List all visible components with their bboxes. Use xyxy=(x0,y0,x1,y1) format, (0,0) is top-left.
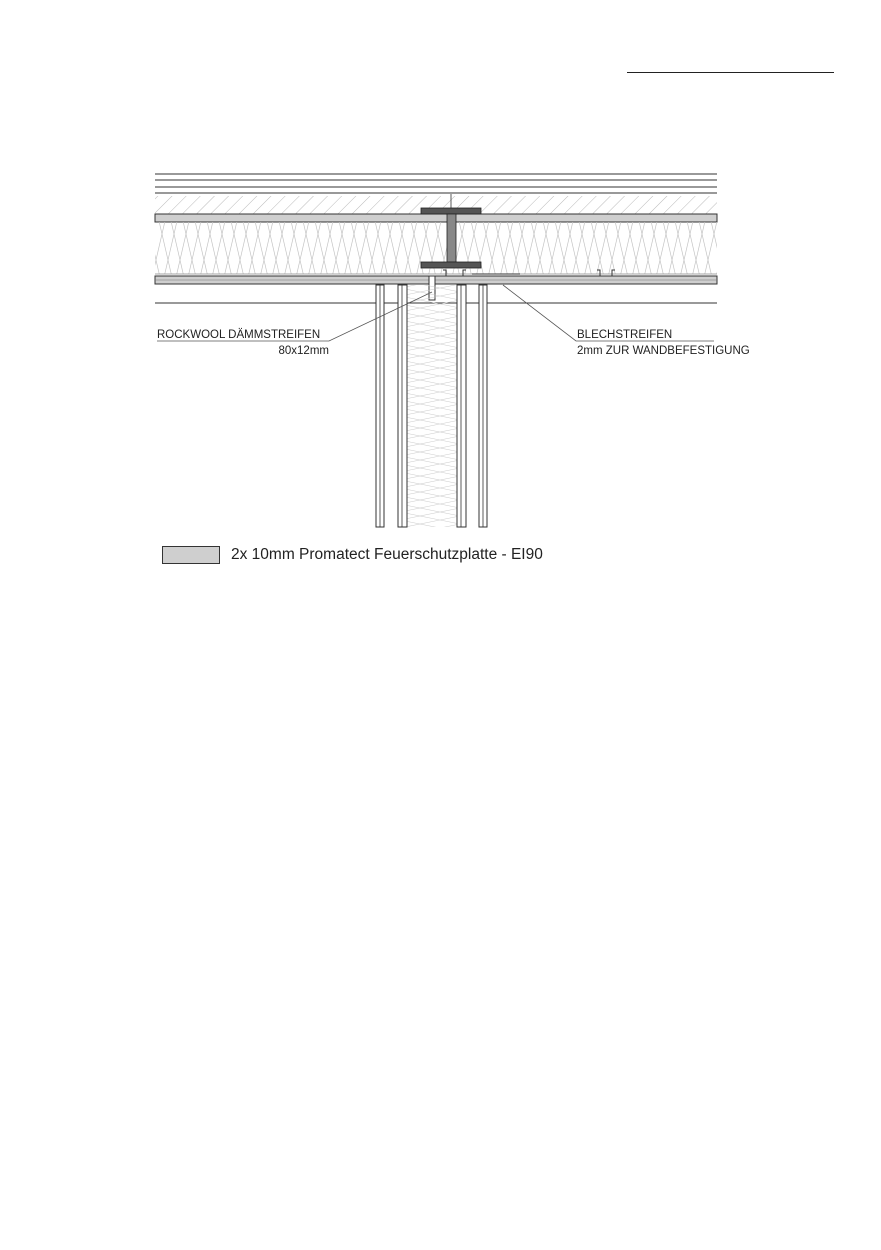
ceiling-top-layers xyxy=(155,174,717,193)
legend-label: 2x 10mm Promatect Feuerschutzplatte - EI90 xyxy=(231,546,543,563)
section-drawing xyxy=(0,0,881,600)
legend xyxy=(162,544,543,566)
callout-blech-line2: 2mm ZUR WANDBEFESTIGUNG xyxy=(577,345,750,357)
upper-fire-board xyxy=(155,214,717,222)
callout-blech-line1: BLECHSTREIFEN xyxy=(577,329,673,341)
wall-section xyxy=(376,285,487,527)
legend-swatch xyxy=(162,546,220,564)
callout-rockwool-line2: 80x12mm xyxy=(278,345,329,357)
callout-rockwool-line1: ROCKWOOL DÄMMSTREIFEN xyxy=(157,329,321,341)
